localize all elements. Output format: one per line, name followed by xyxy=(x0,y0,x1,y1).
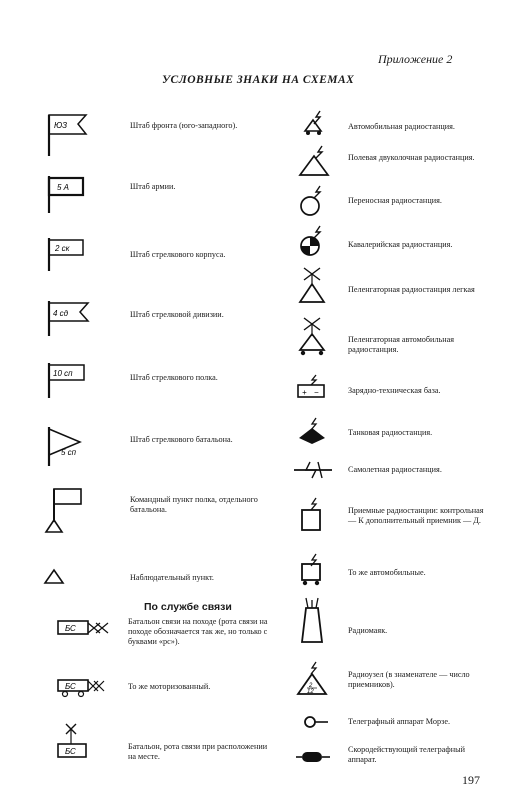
radio-beacon-label: Радиомаяк. xyxy=(348,626,388,635)
cavalry-radio-icon xyxy=(296,224,330,258)
field-radio-icon xyxy=(296,144,332,178)
battalion-hq-flag-icon xyxy=(44,424,94,469)
portable-radio-icon xyxy=(296,184,330,218)
charging-base-icon xyxy=(294,373,330,401)
signal-battalion-motorized-icon xyxy=(56,677,120,699)
morse-telegraph-label: Телеграфный аппарат Морзе. xyxy=(348,717,451,726)
minus-sign: − xyxy=(314,388,319,397)
observation-post-icon xyxy=(42,566,66,586)
tank-radio-icon xyxy=(296,416,328,446)
command-post-label: Командный пункт полка, отдельного батальона. xyxy=(130,495,258,514)
page-title: УСЛОВНЫЕ ЗНАКИ НА СХЕМАХ xyxy=(162,74,355,86)
automobile-radio-label: Автомобильная радиостанция. xyxy=(348,122,455,131)
box-text: БС xyxy=(65,682,76,691)
aircraft-radio-label: Самолетная радиостанция. xyxy=(348,465,442,474)
page-number: 197 xyxy=(462,773,480,787)
section-title-signal: По службе связи xyxy=(144,601,232,613)
corps-hq-flag-icon xyxy=(44,235,94,275)
flag-text: 4 сд xyxy=(53,309,69,318)
command-post-icon xyxy=(40,484,90,534)
appendix-label: Приложение 2 xyxy=(378,52,453,66)
signal-battalion-stationary-label: Батальон, рота связи при расположении на месте. xyxy=(128,742,268,761)
tank-radio-label: Танковая радиостанция. xyxy=(348,428,433,437)
signal-battalion-march-label: Батальон связи на походе (рота связи на походе обозначается так же, но только с буквами «рс»). xyxy=(128,617,268,646)
regiment-hq-label: Штаб стрелкового полка. xyxy=(130,373,218,382)
flag-text: ЮЗ xyxy=(54,121,68,130)
radio-node-label: Радиоузел (в знаменателе — число приемников). xyxy=(348,670,470,689)
corps-hq-label: Штаб стрелкового корпуса. xyxy=(130,250,226,259)
receiving-radio-auto-label: То же автомобильные. xyxy=(348,568,426,577)
battalion-hq-label: Штаб стрелкового батальона. xyxy=(130,435,233,444)
signal-battalion-stationary-icon xyxy=(52,722,92,762)
aircraft-radio-icon xyxy=(292,458,336,480)
automobile-radio-icon xyxy=(298,108,332,138)
auto-direction-finder-icon xyxy=(294,316,330,358)
flag-text: 5 сп xyxy=(61,448,77,457)
receiving-radio-auto-icon xyxy=(296,552,328,588)
signal-battalion-march-icon xyxy=(56,617,120,639)
radio-node-denominator: 12 xyxy=(307,689,314,695)
field-radio-label: Полевая двуколочная радиостанция. xyxy=(348,153,475,162)
box-text: БС xyxy=(65,624,76,633)
division-hq-label: Штаб стрелковой дивизии. xyxy=(130,310,224,319)
fast-telegraph-icon xyxy=(294,748,334,766)
box-text: БС xyxy=(65,747,76,756)
flag-text: 10 сп xyxy=(53,369,73,378)
morse-telegraph-icon xyxy=(300,713,332,731)
front-hq-label: Штаб фронта (юго-западного). xyxy=(130,121,238,130)
fast-telegraph-label: Скородействующий телеграфный аппарат. xyxy=(348,745,465,764)
radio-node-numerator: 2 xyxy=(309,683,313,689)
receiving-radio-label: Приемные радиостанции: контрольная — К дополнительный приемник — Д. xyxy=(348,506,484,525)
radio-node-icon xyxy=(294,660,330,698)
charging-base-label: Зарядно-техническая база. xyxy=(348,386,441,395)
front-hq-flag-icon xyxy=(44,110,94,160)
regiment-hq-flag-icon xyxy=(44,360,94,402)
observation-post-label: Наблюдательный пункт. xyxy=(130,573,214,582)
light-direction-finder-icon xyxy=(294,266,330,306)
portable-radio-label: Переносная радиостанция. xyxy=(348,196,442,205)
light-direction-finder-label: Пеленгаторная радиостанция легкая xyxy=(348,285,475,294)
flag-text: 2 ск xyxy=(55,244,70,253)
receiving-radio-icon xyxy=(296,496,328,536)
cavalry-radio-label: Кавалерийская радиостанция. xyxy=(348,240,453,249)
auto-direction-finder-label: Пеленгаторная автомобильная радиостанция. xyxy=(348,335,455,354)
radio-beacon-icon xyxy=(296,596,328,648)
division-hq-flag-icon xyxy=(44,298,96,340)
army-hq-flag-icon xyxy=(44,173,94,218)
flag-text: 5 А xyxy=(57,183,70,192)
army-hq-label: Штаб армии. xyxy=(130,182,176,191)
signal-battalion-motorized-label: То же моторизованный. xyxy=(128,682,211,691)
plus-sign: + xyxy=(302,388,307,397)
